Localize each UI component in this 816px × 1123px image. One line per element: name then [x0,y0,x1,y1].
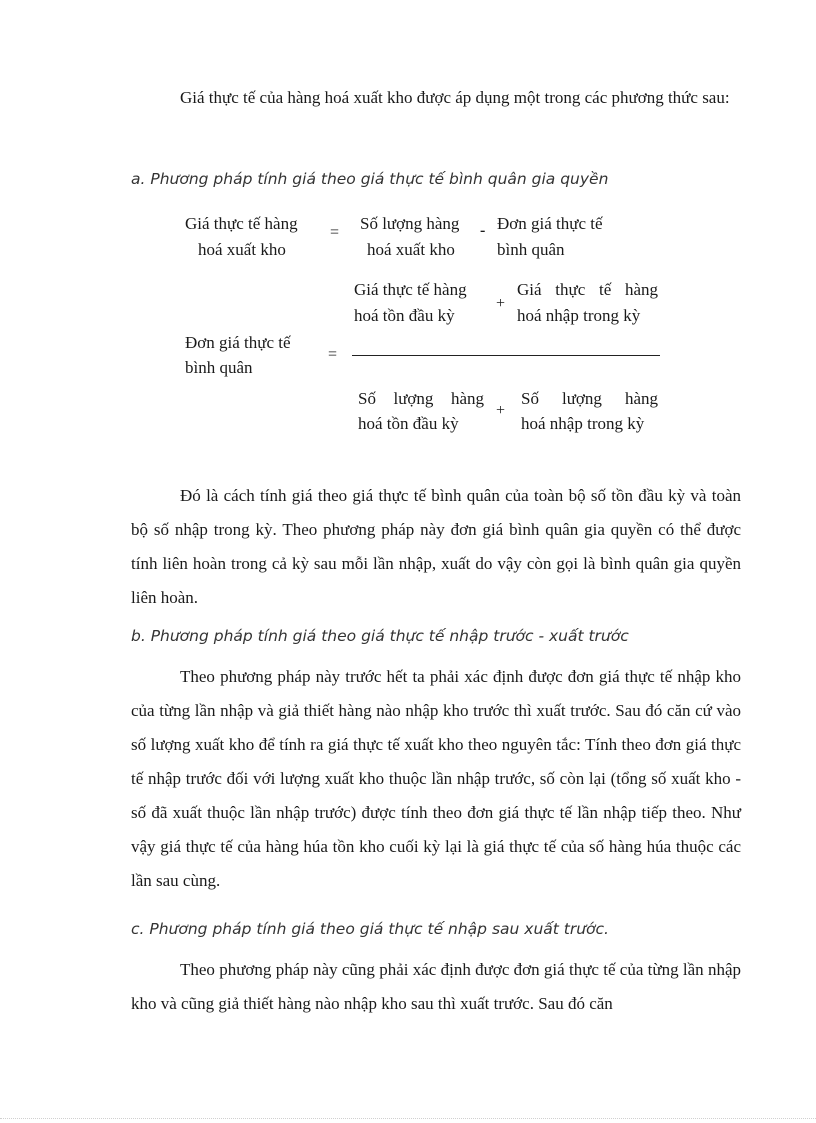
f2-equals: = [328,346,338,363]
fraction-line [352,355,660,356]
f1-term2-line2: bình quân [497,240,565,259]
paragraph-c [131,953,741,1021]
f1-lhs-line1: Giá thực tế hàng [185,214,298,233]
f2-den-a-line2: hoá tồn đầu kỳ [358,414,459,433]
f2-num-a-line2: hoá tồn đầu kỳ [354,306,455,325]
f2-den-a-line1: Số lượng hàng [358,389,484,408]
f1-term2-line1: Đơn giá thực tế [497,214,603,233]
paragraph-a-text: Đó là cách tính giá theo giá thực tế bình quân của toàn bộ số tồn đầu kỳ và toàn bộ số nhập trong kỳ. Theo phương pháp này đơn giá bình quân gia quyền có thể được tính liên hoàn trong cả kỳ sau mỗi lần nhập, xuất do vậy còn gọi là bình quân gia quyền liên hoàn. [131,486,741,607]
f1-operator: - [480,222,486,239]
paragraph-b [131,660,741,898]
page-bottom-rule [0,1118,816,1119]
f1-equals: = [330,224,340,241]
f2-lhs-line1: Đơn giá thực tế [185,333,291,352]
paragraph-b-text: Theo phương pháp này trước hết ta phải xác định được đơn giá thực tế nhập kho của từng lần nhập và giả thiết hàng nào nhập kho trước thì xuất trước. Sau đó căn cứ vào số lượng xuất kho để tính ra giá thực tế xuất kho theo nguyên tắc: Tính theo đơn giá thực tế nhập trước đối với lượng xuất kho thuộc lần nhập trước, số còn lại (tổng số xuất kho - số đã xuất thuộc lần nhập trước) được tính theo đơn giá thực tế lần nhập tiếp theo. Như vậy giá thực tế của hàng húa tồn kho cuối kỳ lại là giá thực tế của số hàng húa thuộc các lần sau cùng. [131,667,741,890]
f2-den-plus: + [496,402,506,419]
f1-term1-line1: Số lượng hàng [360,214,460,233]
f2-num-plus: + [496,295,506,312]
f1-term1-line2: hoá xuất kho [367,240,455,259]
paragraph-a [131,479,741,615]
f2-lhs-line2: bình quân [185,358,253,377]
f2-num-a-line1: Giá thực tế hàng [354,280,467,299]
heading-c: c. Phương pháp tính giá theo giá thực tế nhập sau xuất trước. [131,920,609,938]
f2-den-b-line1: Số lượng hàng [521,389,658,408]
heading-b: b. Phương pháp tính giá theo giá thực tế nhập trước - xuất trước [131,627,629,645]
heading-a: a. Phương pháp tính giá theo giá thực tế bình quân gia quyền [131,170,609,188]
intro-text: Giá thực tế của hàng hoá xuất kho được áp dụng một trong các phương thức sau: [180,88,730,107]
paragraph-c-text: Theo phương pháp này cũng phải xác định được đơn giá thực tế của từng lần nhập kho và cũng giả thiết hàng nào nhập kho sau thì xuất trước. Sau đó căn [131,960,741,1013]
f1-lhs-line2: hoá xuất kho [198,240,286,259]
f2-num-b-line1: Giá thực tế hàng [517,280,658,299]
f2-num-b-line2: hoá nhập trong kỳ [517,306,641,325]
intro-paragraph [131,81,741,115]
f2-den-b-line2: hoá nhập trong kỳ [521,414,645,433]
